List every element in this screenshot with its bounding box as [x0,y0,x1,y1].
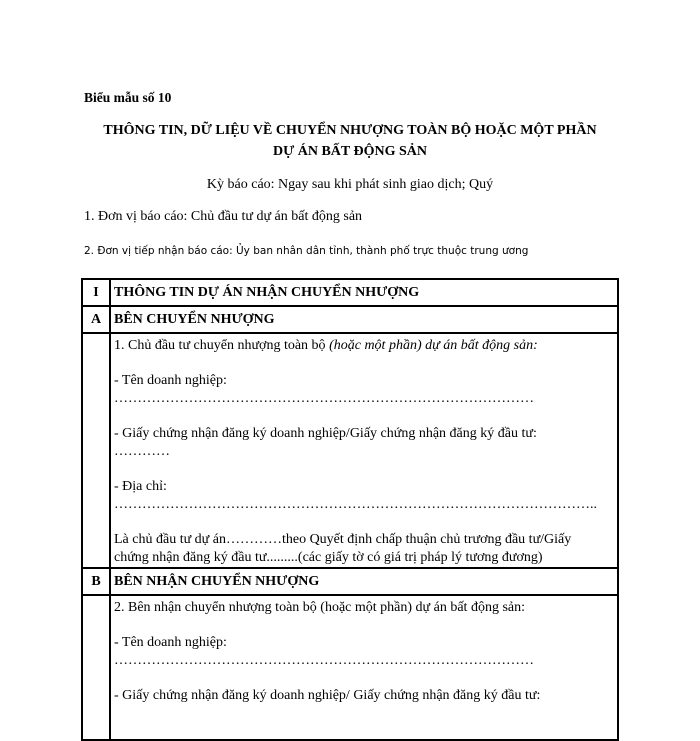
transferee-company-label: - Tên doanh nghiệp: [114,635,227,650]
section-a-item1-italic: (hoặc một phần) dự án bất động sản: [329,338,538,353]
section-b-item2: 2. Bên nhận chuyển nhượng toàn bộ (hoặc một phần) dự án bất động sản: [114,600,525,615]
section-i-number: I [82,279,110,306]
section-a-body-row [82,333,618,568]
report-period: Kỳ báo cáo: Ngay sau khi phát sinh giao dịch; Quý [206,177,494,192]
transferee-cert-label: - Giấy chứng nhận đăng ký doanh nghiệp/ Giấy chứng nhận đăng ký đầu tư: [114,688,541,703]
section-i-row [82,279,618,306]
section-a-number: A [82,306,110,333]
section-b-title: BÊN NHẬN CHUYỂN NHƯỢNG [110,568,618,595]
transferor-cert-blank[interactable]: ………… [114,444,170,459]
section-b-row [82,568,618,595]
transferor-address-blank[interactable]: ………………………………………………………………………………………….. [114,497,597,512]
section-b-number: B [82,568,110,595]
form-number: Biểu mẫu số 10 [84,90,172,105]
transferee-company-blank[interactable]: ……………………………………………………………………………… [114,653,534,668]
transferor-company-label: - Tên doanh nghiệp: [114,373,227,388]
transferor-cert-label: - Giấy chứng nhận đăng ký doanh nghiệp/Giấy chứng nhận đăng ký đầu tư: [114,426,537,441]
transferor-company-blank[interactable]: ……………………………………………………………………………… [114,391,534,406]
section-a-body-number-cell [82,333,110,568]
section-a-title: BÊN CHUYỂN NHƯỢNG [110,306,618,333]
transferor-owner-line2: chứng nhận đăng ký đầu tư.........(các giấy tờ có giá trị pháp lý tương đương) [114,550,543,565]
section-a-row [82,306,618,333]
report-table [81,278,619,741]
section-b-body-number-cell [82,595,110,740]
document-title-line1: THÔNG TIN, DỮ LIỆU VỀ CHUYỂN NHƯỢNG TOÀN BỘ HOẶC MỘT PHẦN [103,123,597,138]
section-a-body [110,333,618,568]
section-i-title: THÔNG TIN DỰ ÁN NHẬN CHUYỂN NHƯỢNG [110,279,618,306]
reporting-unit: 1. Đơn vị báo cáo: Chủ đầu tư dự án bất động sản [84,209,363,224]
section-b-body-row [82,595,618,740]
transferor-owner-line1: Là chủ đầu tư dự án…………theo Quyết định chấp thuận chủ trương đầu tư/Giấy [114,532,572,547]
receiving-unit: 2. Đơn vị tiếp nhận báo cáo: Ủy ban nhân dân tỉnh, thành phố trực thuộc trung ương [84,245,529,257]
section-a-item1-prefix: 1. Chủ đầu tư chuyển nhượng toàn bộ [114,338,330,353]
section-a-item1 [114,337,611,355]
transferor-address-label: - Địa chỉ: [114,479,167,494]
document-title-line2: DỰ ÁN BẤT ĐỘNG SẢN [272,144,427,159]
section-b-body [110,595,618,740]
